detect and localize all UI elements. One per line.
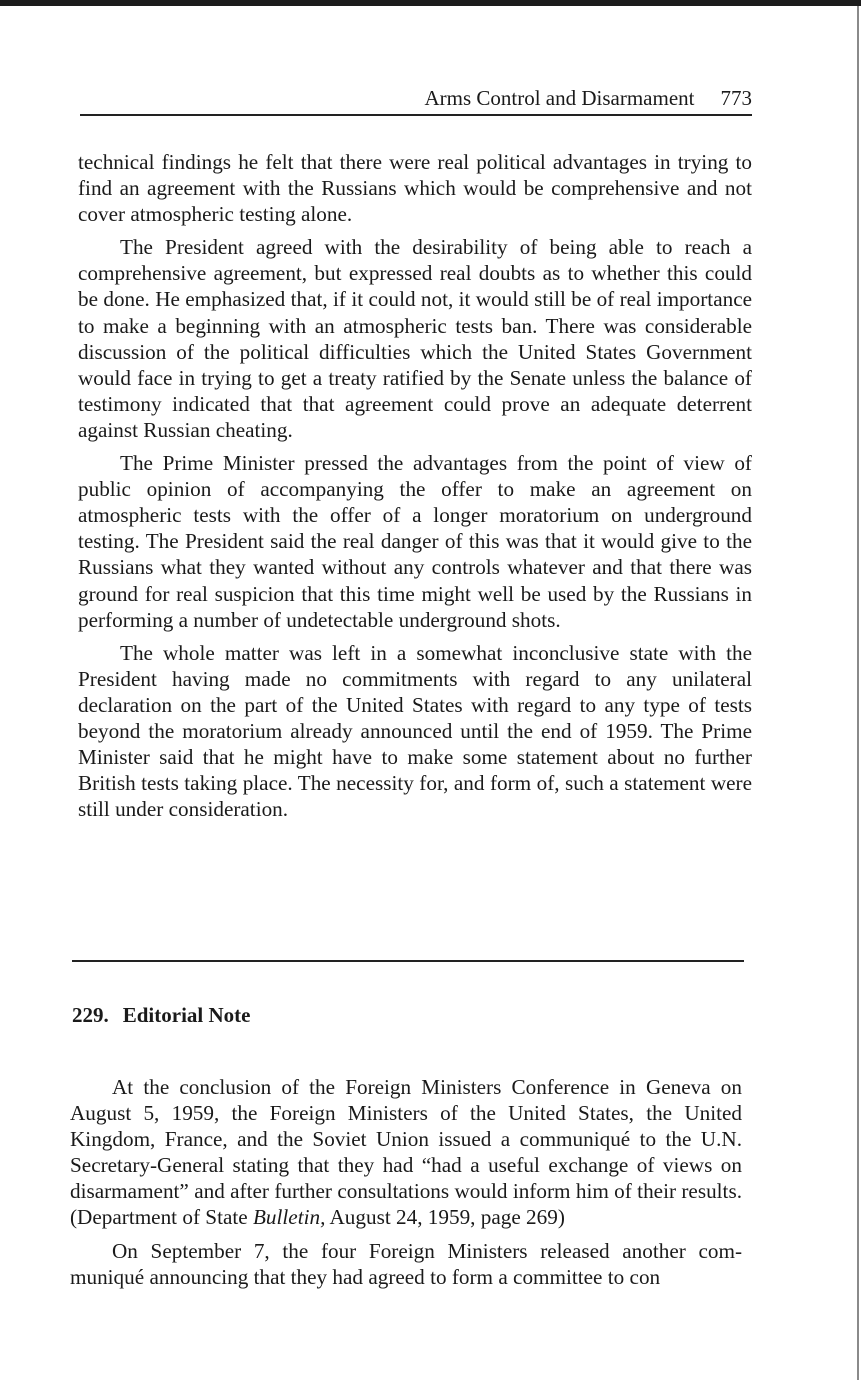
running-head-title: Arms Control and Disarmament (424, 86, 695, 110)
section-divider-rule (72, 960, 744, 962)
section-heading (72, 1001, 250, 1029)
editorial-paragraph-1 (70, 1074, 742, 1231)
scan-top-edge (0, 0, 861, 6)
section-title: Editorial Note (122, 1003, 251, 1027)
bulletin-title: Bulletin, (252, 1205, 326, 1230)
body-text (78, 149, 752, 829)
body-paragraph-3: The Prime Minister pressed the advantages from the point of view of public opinion of accompanying the offer to make an agreement on atmospheric tests with the offer of a longer moratorium on underground testing. The President said the real danger of this was that it would give to the Russians what they wanted without any controls whatever and that there was ground for real suspicion that this time might well be used by the Russians in performing a number of undetectable underground shots. (78, 451, 752, 632)
running-head (80, 84, 752, 112)
body-paragraph-1: technical findings he felt that there were real political advantages in trying to find an agreement with the Russians which would be comprehensive and not cover atmospheric testing alone. (78, 150, 752, 227)
page-number: 773 (720, 86, 752, 110)
body-paragraph-2: The President agreed with the desirability of being able to reach a comprehensive agreement, but expressed real doubts as to whether this could be done. He emphasized that, if it could not, it would still be of real importance to make a beginning with an atmospheric tests ban. There was considerable discussion of the political difficulties which the United States Government would face in trying to get a treaty ratified by the Senate unless the balance of testimony indicated that that agreement could prove an adequate deterrent against Russian cheating. (78, 235, 752, 442)
editorial-paragraph-2: On September 7, the four Foreign Ministers released another communiqué announcing that they had agreed to form a committee to con (70, 1238, 742, 1289)
editorial-paragraph-1-text: At the conclusion of the Foreign Ministers Conference in Geneva on August 5, 1959, the Foreign Ministers of the United States, the United Kingdom, France, and the Soviet Union issued a communiqué to the U.N. Secretary-General stating that they had “had a useful exchange of views on disarmament” and after further consultations would inform him of their results. (Department of State (70, 1075, 742, 1230)
scan-right-edge (857, 6, 859, 1380)
editorial-note-text (70, 1074, 742, 1297)
editorial-paragraph-1-citation: August 24, 1959, page 269) (325, 1205, 565, 1230)
header-rule (80, 114, 752, 116)
section-number: 229. (72, 1003, 109, 1027)
body-paragraph-4: The whole matter was left in a somewhat inconclusive state with the President having made no commitments with regard to any unilateral declaration on the part of the United States with regard to any type of tests beyond the moratorium already announced until the end of 1959. The Prime Minister said that he might have to make some statement about no further British tests taking place. The necessity for, and form of, such a statement were still under consideration. (78, 640, 752, 822)
